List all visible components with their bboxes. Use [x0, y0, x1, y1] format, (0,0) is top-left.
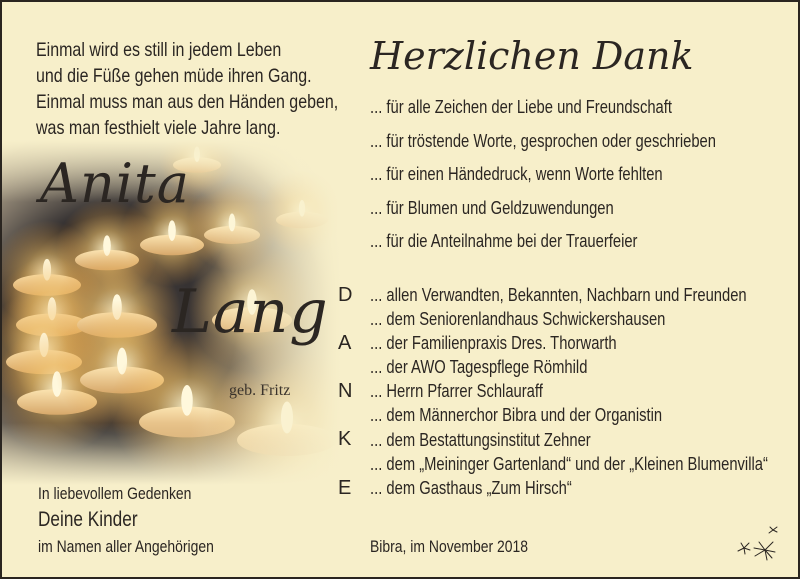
- place-date: Bibra, im November 2018: [370, 537, 529, 556]
- poem-line: Einmal muss man aus den Händen geben,: [36, 91, 339, 113]
- family-signature: Deine Kinder: [38, 508, 138, 531]
- recipient-item: ... Herrn Pfarrer Schlauraff: [370, 381, 543, 402]
- dank-letter: D: [338, 284, 353, 306]
- thanks-item: ... für die Anteilnahme bei der Trauerfeier: [370, 231, 638, 251]
- last-name: Lang: [172, 277, 329, 347]
- first-name: Anita: [40, 152, 190, 215]
- memory-line: In liebevollem Gedenken: [38, 484, 192, 503]
- recipient-item: ... dem „Meininger Gartenland“ und der „Kleinen Blumenvilla“: [370, 453, 768, 474]
- thanks-item: ... für einen Händedruck, wenn Worte fehlten: [370, 164, 663, 184]
- recipient-item: ... dem Bestattungsinstitut Zehner: [370, 429, 591, 450]
- dandelion-seeds-icon: [732, 522, 782, 562]
- poem-line: Einmal wird es still in jedem Leben: [36, 39, 282, 61]
- recipient-item: ... dem Gasthaus „Zum Hirsch“: [370, 477, 572, 498]
- dank-letter: N: [338, 380, 353, 402]
- poem-line: und die Füße gehen müde ihren Gang.: [36, 65, 312, 87]
- dank-letter: E: [338, 477, 352, 499]
- thanks-list: [370, 96, 792, 264]
- memorial-poem: [36, 37, 405, 141]
- poem-line: was man festhielt viele Jahre lang.: [36, 117, 281, 139]
- recipient-item: ... dem Männerchor Bibra und der Organistin: [370, 405, 663, 426]
- recipient-item: ... allen Verwandten, Bekannten, Nachbarn und Freunden: [370, 285, 747, 305]
- thanks-item: ... für tröstende Worte, gesprochen oder geschrieben: [370, 130, 716, 151]
- dank-letter: K: [338, 428, 352, 450]
- dank-letter: A: [338, 332, 352, 354]
- recipient-item: ... der AWO Tagespflege Römhild: [370, 357, 588, 378]
- recipient-item: ... dem Seniorenlandhaus Schwickershausen: [370, 309, 666, 330]
- birth-name: geb. Fritz: [229, 382, 291, 399]
- relatives-line: im Namen aller Angehörigen: [38, 537, 214, 556]
- recipient-item: ... der Familienpraxis Dres. Thorwarth: [370, 333, 617, 354]
- recipients-list: [370, 284, 800, 501]
- thanks-item: ... für alle Zeichen der Liebe und Freundschaft: [370, 97, 672, 117]
- thanks-item: ... für Blumen und Geldzuwendungen: [370, 197, 614, 218]
- thanks-title: Herzlichen Dank: [370, 34, 694, 78]
